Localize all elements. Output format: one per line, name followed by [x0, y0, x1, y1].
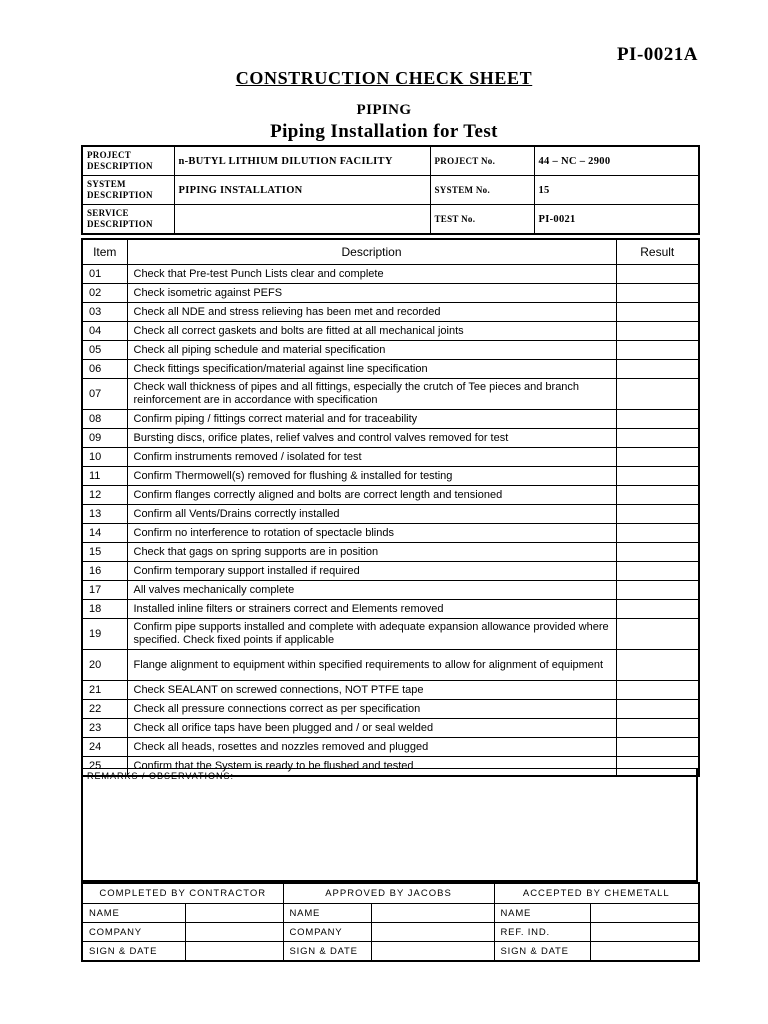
- item-description: Confirm flanges correctly aligned and bolts are correct length and tensioned: [127, 486, 616, 505]
- test-no-value: PI-0021: [534, 205, 699, 235]
- item-description: Confirm no interference to rotation of spectacle blinds: [127, 524, 616, 543]
- item-number: 08: [82, 410, 127, 429]
- result-cell[interactable]: [616, 650, 699, 681]
- item-description: Check that Pre-test Punch Lists clear and complete: [127, 265, 616, 284]
- jacobs-name-field[interactable]: [371, 904, 494, 923]
- contractor-sign-field[interactable]: [185, 942, 283, 962]
- remarks-box[interactable]: [81, 768, 698, 882]
- project-info-table: [81, 145, 700, 235]
- item-description: Flange alignment to equipment within specified requirements to allow for alignment of equipment: [127, 650, 616, 681]
- item-description: Check all correct gaskets and bolts are fitted at all mechanical joints: [127, 322, 616, 341]
- item-number: 16: [82, 562, 127, 581]
- column-header-result: Result: [616, 239, 699, 265]
- item-description: Bursting discs, orifice plates, relief valves and control valves removed for test: [127, 429, 616, 448]
- jacobs-company-label: COMPANY: [283, 923, 371, 942]
- table-row: [82, 265, 699, 284]
- result-cell[interactable]: [616, 265, 699, 284]
- service-description-value[interactable]: [174, 205, 430, 235]
- result-cell[interactable]: [616, 600, 699, 619]
- item-description: Check isometric against PEFS: [127, 284, 616, 303]
- project-no-value: 44 – NC – 2900: [534, 146, 699, 176]
- jacobs-header: APPROVED BY JACOBS: [283, 883, 494, 904]
- table-row: [82, 360, 699, 379]
- table-row: [82, 700, 699, 719]
- project-description-label: PROJECT DESCRIPTION: [82, 146, 174, 176]
- table-row: [82, 429, 699, 448]
- jacobs-name-label: NAME: [283, 904, 371, 923]
- column-header-description: Description: [127, 239, 616, 265]
- item-number: 19: [82, 619, 127, 650]
- item-description: Check wall thickness of pipes and all fittings, especially the crutch of Tee pieces and branch reinforcement are in accordance with specification: [127, 379, 616, 410]
- item-description: Confirm pipe supports installed and complete with adequate expansion allowance provided where specified. Check fixed points if applicable: [127, 619, 616, 650]
- result-cell[interactable]: [616, 719, 699, 738]
- test-no-label: TEST No.: [430, 205, 534, 235]
- table-row: [82, 410, 699, 429]
- item-number: 12: [82, 486, 127, 505]
- remarks-label: REMARKS / OBSERVATIONS:: [87, 771, 235, 781]
- item-number: 10: [82, 448, 127, 467]
- chemetall-ref-ind-label: REF. IND.: [494, 923, 590, 942]
- item-description: Confirm Thermowell(s) removed for flushing & installed for testing: [127, 467, 616, 486]
- chemetall-ref-ind-field[interactable]: [590, 923, 699, 942]
- table-row: [82, 681, 699, 700]
- table-row: [82, 486, 699, 505]
- table-row: [82, 562, 699, 581]
- result-cell[interactable]: [616, 581, 699, 600]
- item-description: Check all pressure connections correct as per specification: [127, 700, 616, 719]
- result-cell[interactable]: [616, 341, 699, 360]
- jacobs-sign-field[interactable]: [371, 942, 494, 962]
- result-cell[interactable]: [616, 486, 699, 505]
- item-number: 25: [82, 757, 127, 777]
- item-description: Confirm that the System is ready to be flushed and tested: [127, 757, 616, 777]
- item-description: Check all orifice taps have been plugged and / or seal welded: [127, 719, 616, 738]
- result-cell[interactable]: [616, 467, 699, 486]
- chemetall-sign-field[interactable]: [590, 942, 699, 962]
- project-description-value: n-BUTYL LITHIUM DILUTION FACILITY: [174, 146, 430, 176]
- item-description: Check all NDE and stress relieving has been met and recorded: [127, 303, 616, 322]
- item-number: 18: [82, 600, 127, 619]
- table-row: [82, 619, 699, 650]
- service-description-label: SERVICE DESCRIPTION: [82, 205, 174, 235]
- table-row: [82, 505, 699, 524]
- item-number: 22: [82, 700, 127, 719]
- jacobs-sign-label: SIGN & DATE: [283, 942, 371, 962]
- item-number: 02: [82, 284, 127, 303]
- item-description: Installed inline filters or strainers correct and Elements removed: [127, 600, 616, 619]
- result-cell[interactable]: [616, 738, 699, 757]
- table-row: [82, 738, 699, 757]
- chemetall-name-field[interactable]: [590, 904, 699, 923]
- chemetall-sign-label: SIGN & DATE: [494, 942, 590, 962]
- checklist-header-row: [82, 239, 699, 265]
- result-cell[interactable]: [616, 429, 699, 448]
- system-row: [82, 176, 699, 205]
- item-number: 21: [82, 681, 127, 700]
- table-row: [82, 524, 699, 543]
- table-row: [82, 650, 699, 681]
- result-cell[interactable]: [616, 700, 699, 719]
- item-number: 01: [82, 265, 127, 284]
- contractor-header: COMPLETED BY CONTRACTOR: [82, 883, 283, 904]
- checklist-body: [82, 265, 699, 777]
- item-number: 11: [82, 467, 127, 486]
- item-number: 17: [82, 581, 127, 600]
- table-row: [82, 719, 699, 738]
- item-description: Check that gags on spring supports are in position: [127, 543, 616, 562]
- result-cell[interactable]: [616, 562, 699, 581]
- result-cell[interactable]: [616, 619, 699, 650]
- item-description: Confirm all Vents/Drains correctly installed: [127, 505, 616, 524]
- table-row: [82, 322, 699, 341]
- item-description: All valves mechanically complete: [127, 581, 616, 600]
- project-row: [82, 146, 699, 176]
- item-number: 24: [82, 738, 127, 757]
- jacobs-company-field[interactable]: [371, 923, 494, 942]
- result-cell[interactable]: [616, 410, 699, 429]
- system-description-label: SYSTEM DESCRIPTION: [82, 176, 174, 205]
- service-row: [82, 205, 699, 235]
- item-description: Check SEALANT on screwed connections, NOT PTFE tape: [127, 681, 616, 700]
- table-row: [82, 303, 699, 322]
- signoff-sign-row: [82, 942, 699, 962]
- chemetall-name-label: NAME: [494, 904, 590, 923]
- system-no-label: SYSTEM No.: [430, 176, 534, 205]
- item-number: 14: [82, 524, 127, 543]
- item-number: 06: [82, 360, 127, 379]
- document-code: PI-0021A: [616, 44, 698, 65]
- result-cell[interactable]: [616, 379, 699, 410]
- system-no-value: 15: [534, 176, 699, 205]
- item-description: Confirm piping / fittings correct material and for traceability: [127, 410, 616, 429]
- table-row: [82, 341, 699, 360]
- item-number: 03: [82, 303, 127, 322]
- item-number: 20: [82, 650, 127, 681]
- result-cell[interactable]: [616, 524, 699, 543]
- page-title: [0, 68, 768, 89]
- item-description: Check all piping schedule and material specification: [127, 341, 616, 360]
- signoff-name-row: [82, 904, 699, 923]
- contractor-company-field[interactable]: [185, 923, 283, 942]
- item-number: 04: [82, 322, 127, 341]
- category-heading: PIPING: [356, 102, 412, 118]
- system-description-value: PIPING INSTALLATION: [174, 176, 430, 205]
- project-no-label: PROJECT No.: [430, 146, 534, 176]
- signoff-table: [81, 882, 700, 962]
- result-cell[interactable]: [616, 360, 699, 379]
- result-cell[interactable]: [616, 543, 699, 562]
- item-number: 15: [82, 543, 127, 562]
- contractor-name-label: NAME: [82, 904, 185, 923]
- checklist-table: [81, 238, 700, 777]
- item-description: Confirm temporary support installed if required: [127, 562, 616, 581]
- result-cell[interactable]: [616, 448, 699, 467]
- signoff-company-row: [82, 923, 699, 942]
- item-number: 23: [82, 719, 127, 738]
- item-number: 05: [82, 341, 127, 360]
- item-number: 07: [82, 379, 127, 410]
- table-row: [82, 448, 699, 467]
- page-title-text: CONSTRUCTION CHECK SHEET: [235, 68, 533, 88]
- item-description: Check fittings specification/material against line specification: [127, 360, 616, 379]
- item-number: 13: [82, 505, 127, 524]
- column-header-item: Item: [82, 239, 127, 265]
- chemetall-header: ACCEPTED BY CHEMETALL: [494, 883, 699, 904]
- item-description: Check all heads, rosettes and nozzles removed and plugged: [127, 738, 616, 757]
- table-row: [82, 543, 699, 562]
- signoff-header-row: [82, 883, 699, 904]
- table-row: [82, 600, 699, 619]
- result-cell[interactable]: [616, 322, 699, 341]
- result-cell[interactable]: [616, 284, 699, 303]
- item-number: 09: [82, 429, 127, 448]
- contractor-name-field[interactable]: [185, 904, 283, 923]
- contractor-company-label: COMPANY: [82, 923, 185, 942]
- table-row: [82, 467, 699, 486]
- table-row: [82, 581, 699, 600]
- table-row: [82, 284, 699, 303]
- result-cell[interactable]: [616, 681, 699, 700]
- table-row: [82, 379, 699, 410]
- item-description: Confirm instruments removed / isolated for test: [127, 448, 616, 467]
- result-cell[interactable]: [616, 505, 699, 524]
- page-subtitle: Piping Installation for Test: [270, 121, 498, 142]
- result-cell[interactable]: [616, 303, 699, 322]
- contractor-sign-label: SIGN & DATE: [82, 942, 185, 962]
